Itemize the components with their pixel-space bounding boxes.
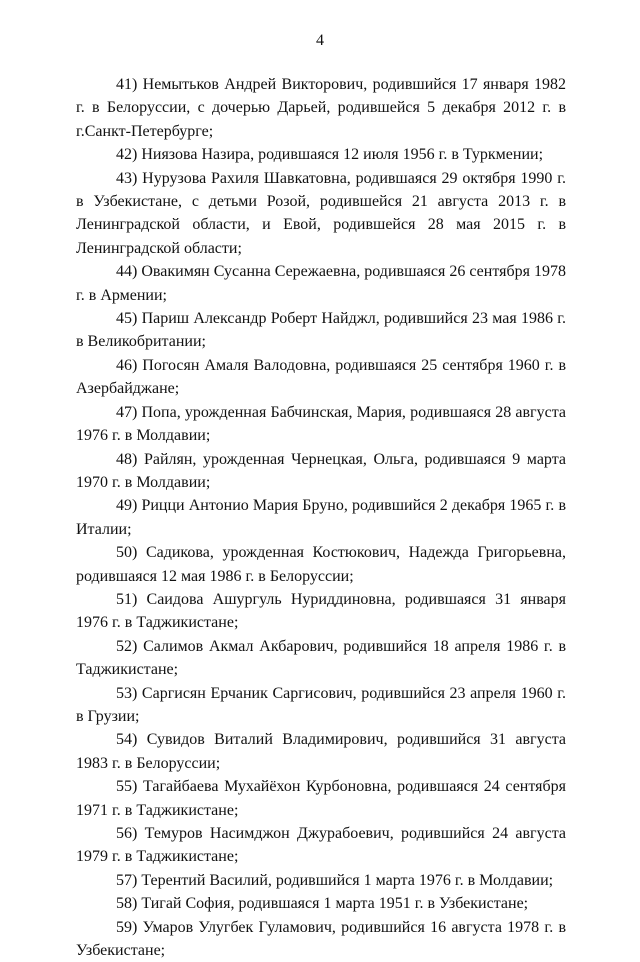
page-number: 4 — [316, 32, 324, 49]
list-item: 50) Садикова, урожденная Костюкович, Надежда Григорьевна, родившаяся 12 мая 1986 г. в Белоруссии; — [76, 544, 566, 585]
list-item: 43) Нурузова Рахиля Шавкатовна, родившаяся 29 октября 1990 г. в Узбекистане, с детьми Розой, родившейся 21 августа 2013 г. в Ленинградской области, и Евой, родившейся 28 мая 2015 г. в Ленинградской области; — [76, 169, 566, 257]
list-item: 41) Немытьков Андрей Викторович, родившийся 17 января 1982 г. в Белоруссии, с дочерью Дарьей, родившейся 5 декабря 2012 г. в г.Санкт-Петербурге; — [76, 76, 566, 140]
list-item: 49) Рицци Антонио Мария Бруно, родившийся 2 декабря 1965 г. в Италии; — [76, 497, 566, 538]
list-item: 59) Умаров Улугбек Гуламович, родившийся 16 августа 1978 г. в Узбекистане; — [76, 918, 566, 960]
list-item: 42) Ниязова Назира, родившаяся 12 июля 1956 г. в Туркмении; — [116, 146, 544, 164]
list-item: 46) Погосян Амаля Валодовна, родившаяся 25 сентября 1960 г. в Азербайджане; — [76, 356, 566, 398]
list-item: 45) Париш Александр Роберт Найджл, родившийся 23 мая 1986 г. в Великобритании; — [76, 310, 566, 351]
list-item: 53) Саргисян Ерчаник Саргисович, родившийся 23 апреля 1960 г. в Грузии; — [76, 684, 566, 725]
list-item: 52) Салимов Акмал Акбарович, родившийся 18 апреля 1986 г. в Таджикистане; — [76, 637, 566, 679]
list-item: 48) Райлян, урожденная Чернецкая, Ольга, родившаяся 9 марта 1970 г. в Молдавии; — [76, 450, 566, 491]
list-item: 47) Попа, урожденная Бабчинская, Мария, родившаяся 28 августа 1976 г. в Молдавии; — [76, 403, 566, 445]
list-item: 56) Темуров Насимджон Джурабоевич, родившийся 24 августа 1979 г. в Таджикистане; — [76, 825, 566, 866]
list-item: 57) Терентий Василий, родившийся 1 марта 1976 г. в Молдавии; — [116, 871, 554, 889]
list-item: 55) Тагайбаева Мухайёхон Курбоновна, родившаяся 24 сентября 1971 г. в Таджикистане; — [76, 778, 566, 819]
list-item: 51) Саидова Ашургуль Нуриддиновна, родившаяся 31 января 1976 г. в Таджикистане; — [76, 590, 566, 632]
list-item: 58) Тигай София, родившаяся 1 марта 1951 г. в Узбекистане; — [116, 895, 529, 913]
list-item: 54) Сувидов Виталий Владимирович, родившийся 31 августа 1983 г. в Белоруссии; — [76, 731, 566, 772]
list-item: 44) Овакимян Сусанна Сережаевна, родившаяся 26 сентября 1978 г. в Армении; — [76, 263, 566, 304]
entry-list — [76, 73, 566, 962]
